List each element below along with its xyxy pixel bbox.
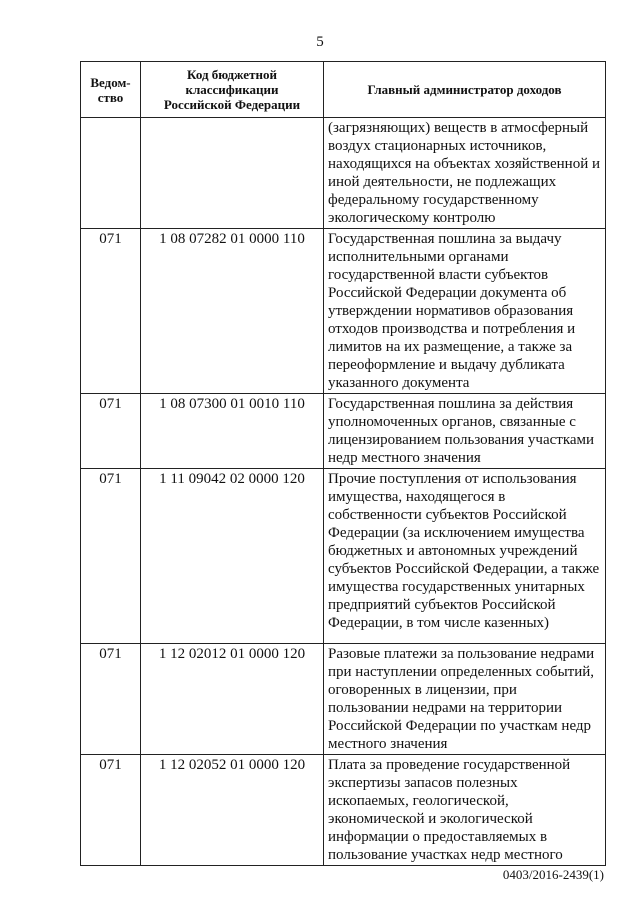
description-cell: (загрязняющих) веществ в атмосферный воздух стационарных источников, находящихся на объектах хозяйственной и иной деятельности, не подлежащих федеральному государственному экологическому контролю (324, 118, 606, 229)
header-department: Ведом- ство (81, 62, 141, 118)
table-row (81, 118, 606, 229)
department-cell: 071 (81, 229, 141, 394)
table-row (81, 469, 606, 644)
department-cell: 071 (81, 394, 141, 469)
budget-code-cell: 1 08 07282 01 0000 110 (141, 229, 324, 394)
budget-code-cell: 1 12 02052 01 0000 120 (141, 755, 324, 866)
document-id: 0403/2016-2439(1) (502, 867, 604, 882)
table-row (81, 229, 606, 394)
table-row (81, 394, 606, 469)
department-cell (81, 118, 141, 229)
revenue-classification-table (80, 61, 606, 866)
budget-code-cell: 1 08 07300 01 0010 110 (141, 394, 324, 469)
description-cell: Государственная пошлина за выдачу исполнительными органами государственной власти субъектов Российской Федерации документа об утверждении нормативов образования отходов производства и потребления и лимитов на их размещение, а также за переоформление и выдачу дубликата указанного документа (324, 229, 606, 394)
description-cell: Разовые платежи за пользование недрами при наступлении определенных событий, оговоренных в лицензии, при пользовании недрами на территории Российской Федерации по участкам недр местного значения (324, 644, 606, 755)
header-administrator: Главный администратор доходов (324, 62, 606, 118)
description-cell: Государственная пошлина за действия уполномоченных органов, связанные с лицензированием пользования участками недр местного значения (324, 394, 606, 469)
description-cell: Плата за проведение государственной экспертизы запасов полезных ископаемых, геологической, экономической и экологической информации о предоставляемых в пользование участках недр местного (324, 755, 606, 866)
header-budget-code: Код бюджетной классификации Российской Федерации (141, 62, 324, 118)
department-cell: 071 (81, 644, 141, 755)
department-cell: 071 (81, 755, 141, 866)
budget-code-cell: 1 12 02012 01 0000 120 (141, 644, 324, 755)
table-row (81, 755, 606, 866)
budget-code-cell: 1 11 09042 02 0000 120 (141, 469, 324, 644)
department-cell: 071 (81, 469, 141, 644)
table-row (81, 644, 606, 755)
budget-code-cell (141, 118, 324, 229)
description-cell: Прочие поступления от использования имущества, находящегося в собственности субъектов Российской Федерации (за исключением имущества бюджетных и автономных учреждений субъектов Российской Федерации, а также имущества государственных унитарных предприятий субъектов Российской Федерации, в том числе казенных) (324, 469, 606, 644)
table-header-row (81, 62, 606, 118)
page-number: 5 (316, 34, 324, 50)
